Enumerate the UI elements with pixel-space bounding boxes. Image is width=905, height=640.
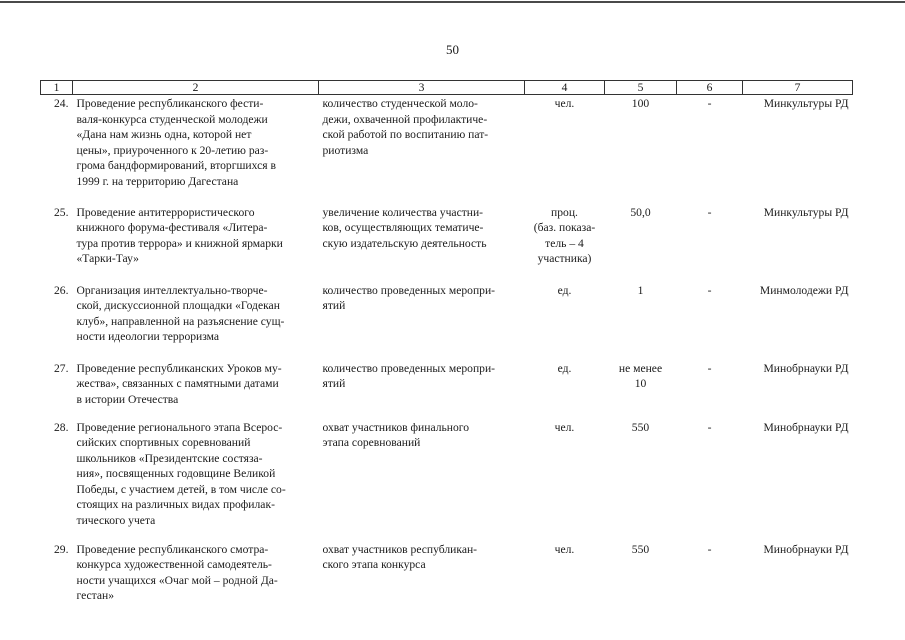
value-line: 10 (634, 377, 647, 390)
unit-cell (525, 542, 605, 608)
unit-cell (525, 95, 605, 205)
value-cell (605, 95, 677, 205)
event-line: клуб», направленной на разъяснение сущ- (76, 314, 285, 328)
indicator-line: ков, осуществляющих тематиче- (322, 221, 484, 234)
row-number: 25. (54, 205, 69, 219)
table-row (41, 420, 853, 542)
event-cell (73, 95, 319, 205)
unit-line: проц. (551, 205, 578, 219)
value-line: 100 (631, 97, 650, 110)
indicator-line: увеличение количества участни- (322, 205, 484, 219)
table-row (41, 283, 853, 361)
unit-line: чел. (554, 420, 575, 434)
event-line: книжного форума-фестиваля «Литера- (76, 221, 268, 234)
header-cell: 4 (525, 81, 605, 95)
page-number: 50 (446, 42, 459, 57)
indicator-line: количество студенческой моло- (322, 97, 478, 110)
row-number: 26. (54, 283, 69, 297)
indicator-cell (319, 95, 525, 205)
event-line: 1999 г. на территорию Дагестана (76, 174, 239, 188)
event-cell (73, 542, 319, 608)
event-line: Проведение республиканского смотра- (76, 542, 269, 556)
executor-cell: Минобрнауки РД (763, 361, 849, 375)
event-line: «Дана нам жизнь одна, которой нет (76, 128, 252, 141)
indicator-line: скую издательскую деятельность (322, 236, 487, 250)
unit-cell (525, 205, 605, 283)
event-line: сийских спортивных соревнований (76, 436, 251, 449)
indicator-line: количество проведенных меропри- (322, 361, 496, 375)
indicator-line: ской работой по воспитанию пат- (322, 128, 489, 141)
event-line: валя-конкурса студенческой молодежи (76, 112, 268, 126)
indicator-cell (319, 283, 525, 361)
value-cell (605, 361, 677, 420)
table-row (41, 361, 853, 420)
top-border-line (0, 1, 905, 3)
unit-line: (баз. показа- (533, 221, 596, 234)
event-line: «Тарки-Тау» (76, 252, 139, 265)
indicator-line: ского этапа конкурса (322, 558, 426, 571)
indicator-cell (319, 542, 525, 608)
executor-cell: Минобрнауки РД (763, 542, 849, 556)
unit-line: тель – 4 (545, 236, 584, 250)
unit-line: ед. (557, 283, 572, 297)
value-line: 550 (631, 420, 650, 434)
event-line: Победы, с участием детей, в том числе со- (76, 482, 286, 496)
header-cell: 2 (73, 81, 319, 95)
unit-line: участника) (537, 252, 592, 265)
executor-cell: Минкультуры РД (763, 205, 849, 219)
indicator-cell (319, 205, 525, 283)
table-header-row (41, 81, 853, 95)
header-cell: 5 (605, 81, 677, 95)
header-cell: 7 (743, 81, 853, 95)
row-number: 24. (54, 97, 69, 110)
executor-cell: Минкультуры РД (763, 97, 849, 110)
unit-cell (525, 420, 605, 542)
unit-line: чел. (554, 542, 575, 556)
indicator-line: дежи, охваченной профилактиче- (322, 112, 488, 126)
table-row (41, 205, 853, 283)
value-cell (605, 205, 677, 283)
table-row (41, 542, 853, 608)
col6-cell: - (707, 205, 712, 219)
col6-cell: - (707, 97, 712, 110)
unit-line: ед. (557, 361, 572, 375)
event-line: ности идеологии терроризма (76, 330, 220, 343)
event-line: Организация интеллектуально-творче- (76, 283, 268, 297)
event-line: Проведение регионального этапа Всерос- (76, 420, 283, 434)
event-line: стоящих на различных видах профилак- (76, 498, 275, 511)
indicator-line: ятий (322, 299, 346, 312)
table-row (41, 95, 853, 205)
indicator-cell (319, 420, 525, 542)
event-line: школьников «Президентские состяза- (76, 451, 263, 465)
col6-cell: - (707, 542, 712, 556)
event-line: тура против террора» и книжной ярмарки (76, 236, 283, 250)
event-cell (73, 361, 319, 420)
executor-cell: Минмолодежи РД (759, 283, 849, 297)
indicator-line: ятий (322, 377, 346, 390)
event-line: ской, дискуссионной площадки «Годекан (76, 299, 280, 312)
row-number: 29. (54, 542, 69, 556)
executor-cell: Минобрнауки РД (763, 420, 849, 434)
indicator-line: этапа соревнований (322, 436, 421, 449)
value-cell (605, 542, 677, 608)
measures-table (40, 80, 853, 608)
unit-cell (525, 283, 605, 361)
col6-cell: - (707, 420, 712, 434)
event-line: в истории Отечества (76, 392, 179, 406)
event-cell (73, 283, 319, 361)
unit-line: чел. (554, 97, 575, 110)
event-line: Проведение республиканских Уроков му- (76, 361, 282, 375)
event-line: жества», связанных с памятными датами (76, 377, 279, 390)
event-line: Проведение антитеррористического (76, 205, 255, 219)
value-line: 550 (631, 542, 650, 556)
header-cell: 1 (41, 81, 73, 95)
event-line: гестан» (76, 589, 115, 602)
indicator-line: охват участников финального (322, 420, 470, 434)
event-line: тического учета (76, 513, 156, 527)
event-cell (73, 205, 319, 283)
row-number: 28. (54, 420, 69, 434)
value-cell (605, 420, 677, 542)
indicator-line: риотизма (322, 143, 369, 157)
event-line: конкурса художественной самодеятель- (76, 558, 272, 571)
indicator-cell (319, 361, 525, 420)
header-cell: 3 (319, 81, 525, 95)
value-cell (605, 283, 677, 361)
event-line: ния», посвященных годовщине Великой (76, 467, 276, 480)
event-line: ности учащихся «Очаг мой – родной Да- (76, 573, 278, 587)
unit-cell (525, 361, 605, 420)
event-line: цены», приуроченного к 20-летию раз- (76, 143, 269, 157)
event-line: грома бандформирований, вторгшихся в (76, 159, 276, 172)
indicator-line: количество проведенных меропри- (322, 283, 496, 297)
value-line: не менее (618, 361, 663, 375)
header-cell: 6 (677, 81, 743, 95)
col6-cell: - (707, 361, 712, 375)
value-line: 50,0 (630, 205, 651, 219)
row-number: 27. (54, 361, 69, 375)
col6-cell: - (707, 283, 712, 297)
indicator-line: охват участников республикан- (322, 542, 478, 556)
event-cell (73, 420, 319, 542)
event-line: Проведение республиканского фести- (76, 97, 264, 110)
value-line: 1 (637, 283, 644, 297)
